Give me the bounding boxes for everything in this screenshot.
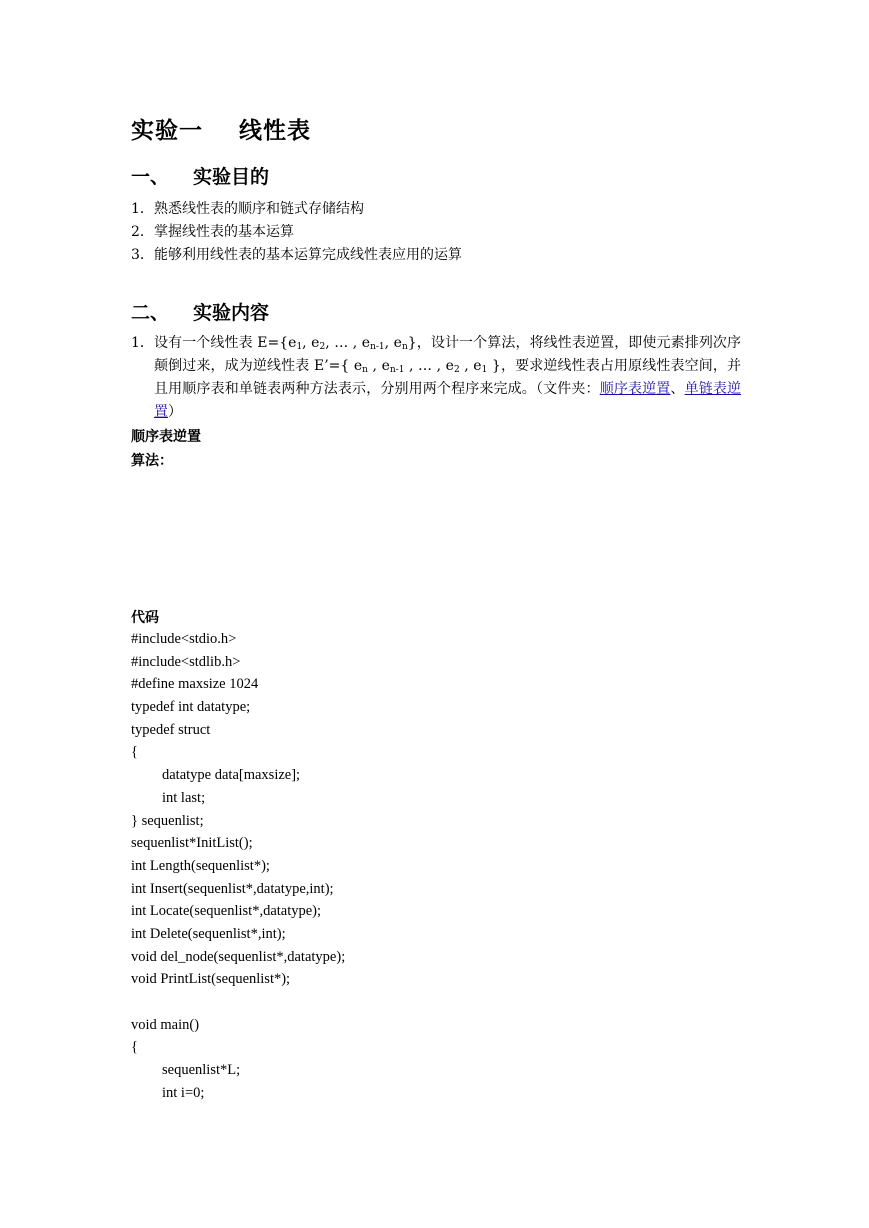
code-line: #define maxsize 1024: [131, 676, 259, 693]
code-line: {: [131, 744, 138, 761]
page-title: 实验一 线性表: [131, 118, 312, 144]
code-line: int Locate(sequenlist*,datatype);: [131, 903, 322, 920]
code-block: [131, 628, 345, 1104]
code-line: #include<stdlib.h>: [131, 653, 241, 670]
task-paragraph: [131, 332, 741, 424]
task-index: 1．: [131, 335, 154, 351]
code-line: void PrintList(sequenlist*);: [131, 971, 291, 988]
folder-link-linked-list-reverse[interactable]: 单链表逆置: [154, 381, 742, 420]
code-line: } sequenlist;: [131, 812, 204, 829]
code-line: int i=0;: [162, 1084, 205, 1101]
subheading-algorithm: 算法：: [131, 453, 173, 469]
code-line: void main(): [131, 1016, 200, 1033]
section1-heading: [131, 162, 269, 189]
list-item: 1．熟悉线性表的顺序和链式存储结构: [131, 201, 364, 217]
subheading-code: 代码: [131, 610, 159, 626]
code-line: #include<stdio.h>: [131, 631, 237, 647]
folder-link-sequential-reverse[interactable]: 顺序表逆置: [599, 381, 671, 397]
code-line: int Delete(sequenlist*,int);: [131, 925, 286, 942]
section1-number: 一、: [131, 166, 170, 188]
code-line: datatype data[maxsize];: [162, 767, 301, 784]
code-line: int Insert(sequenlist*,datatype,int);: [131, 880, 334, 897]
code-line: int last;: [162, 789, 206, 806]
section2-heading: [131, 298, 269, 325]
code-line: sequenlist*L;: [162, 1062, 241, 1079]
code-line: void del_node(sequenlist*,datatype);: [131, 948, 346, 965]
list-item: 3．能够利用线性表的基本运算完成线性表应用的运算: [131, 247, 462, 263]
code-line: int Length(sequenlist*);: [131, 857, 270, 874]
section2-title: 实验内容: [193, 302, 270, 324]
subheading-sequential-reverse: 顺序表逆置: [131, 429, 201, 445]
list-item: 2．掌握线性表的基本运算: [131, 224, 294, 240]
section2-number: 二、: [131, 302, 170, 324]
code-line: sequenlist*InitList();: [131, 835, 253, 852]
code-line: typedef struct: [131, 721, 211, 738]
code-line: [131, 991, 345, 1014]
task-text: 设有一个线性表 $E=\{e_1$, $e_2$, … , $e_{n-1}$, $e_n$}，设计一个算法，将线性表逆置，即使元素排列次序颠倒过来，成为逆线性表 E’={ $e_n$ , $e_{n-1}$ , … , $e_2$ , $e_1$ }，要求逆线性表占用原线性表空间，并且用顺序表和单链表两种方法表示，分别用两个程序来完成。（文件夹：顺序表逆置、单链表逆置）: [154, 335, 742, 420]
code-line: {: [131, 1039, 138, 1056]
code-line: typedef int datatype;: [131, 699, 251, 716]
section1-title: 实验目的: [193, 166, 270, 188]
